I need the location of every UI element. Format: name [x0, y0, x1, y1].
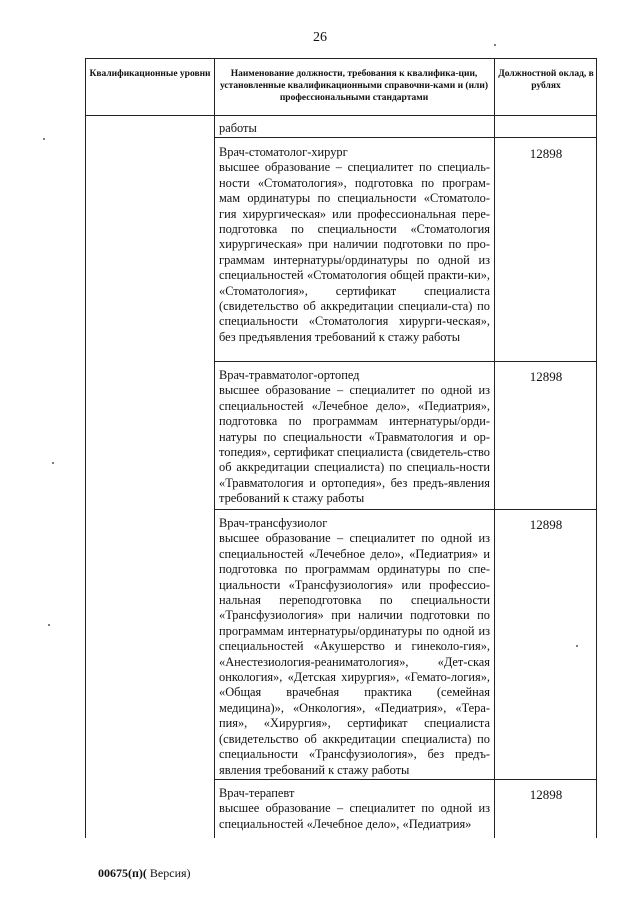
header-salary: Должностной оклад, в рублях [498, 69, 594, 91]
table-row-transfusiologist [216, 516, 492, 778]
header-position-requirements: Наименование должности, требования к квалифика-ции, установленные квалификационными справочни-ками и (или) профессиональными стандартами [219, 69, 489, 103]
row-separator [214, 137, 596, 138]
table-row-therapist [216, 786, 492, 832]
position-requirements: высшее образование – специалитет по одной из специальностей «Лечебное дело», «Педиатрия» и подготовка по программам ординатуры по спе-циальности «Трансфузиология» или профессио-нальная переподготовка по специальности «Трансфузиология» при наличии подготовки по программам интернатуры/ординатуры по одной из специальностей «Акушерство и гинеколо-гия», «Анестезиология-реаниматология», «Дет-ская онкология», «Детская хирургия», «Гемато-логия», «Общая врачебная практика (семейная медицина)», «Онкология», «Педиатрия», «Тера-пия», «Хирургия», сертификат специалиста (свидетельство об аккредитации специалиста) по специальности «Трансфузиология», без предъ-явления требований к стажу работы [219, 531, 490, 777]
salary-value: 12898 [529, 146, 563, 161]
page-number: 26 [313, 30, 327, 45]
position-title: Врач-стоматолог-хирург [219, 145, 348, 159]
row-separator [214, 779, 596, 780]
header-qualification-levels: Квалификационные уровни [89, 69, 211, 79]
scan-speck [48, 624, 50, 626]
scan-speck [576, 645, 578, 647]
column-divider-2 [494, 59, 495, 838]
scan-speck [494, 44, 496, 46]
position-requirements: высшее образование – специалитет по специаль-ности «Стоматология», подготовка по програм-мам ординатуры по специальности «Стоматоло-гия хирургическая» или профессиональная пере-подготовка по специальности «Стоматология хирургическая» при наличии подготовки по про-граммам интернатуры/ординатуры по одной из специальностей «Стоматология общей практи-ки», «Стоматология», сертификат специалиста (свидетельство об аккредитации специали-ста) по специальности «Стоматология хирурги-ческая», без предъявления требований к стажу работы [219, 160, 490, 344]
salary-value: 12898 [529, 517, 563, 532]
document-version: Версия) [146, 866, 191, 880]
row-text: работы [219, 121, 257, 135]
table-row-traumatologist [216, 368, 492, 507]
salary-value: 12898 [529, 369, 563, 384]
scan-speck [52, 462, 54, 464]
scan-speck [43, 138, 45, 140]
table-header [86, 59, 596, 116]
column-divider-1 [214, 59, 215, 838]
row-separator [214, 361, 596, 362]
position-title: Врач-травматолог-ортопед [219, 368, 360, 382]
salary-value: 12898 [529, 787, 563, 802]
document-code [98, 866, 191, 881]
position-title: Врач-трансфузиолог [219, 516, 328, 530]
row-separator [214, 509, 596, 510]
qualification-table [85, 58, 597, 838]
table-row-continuation [216, 121, 492, 136]
position-title: Врач-терапевт [219, 786, 295, 800]
position-requirements: высшее образование – специалитет по одной из специальностей «Лечебное дело», «Педиатрия», подготовка по программам интернатуры/орди-натуры по специальности «Травматология и ор-топедия», сертификат специалиста (свидетель-ство об аккредитации специалиста) по специаль-ности «Травматология и ортопедия», без предъ-явления требований к стажу работы [219, 383, 490, 506]
document-code-number: 00675(п)( [98, 866, 147, 880]
table-row-dentist-surgeon [216, 145, 492, 345]
position-requirements: высшее образование – специалитет по одной из специальностей «Лечебное дело», «Педиатрия» [219, 801, 490, 831]
